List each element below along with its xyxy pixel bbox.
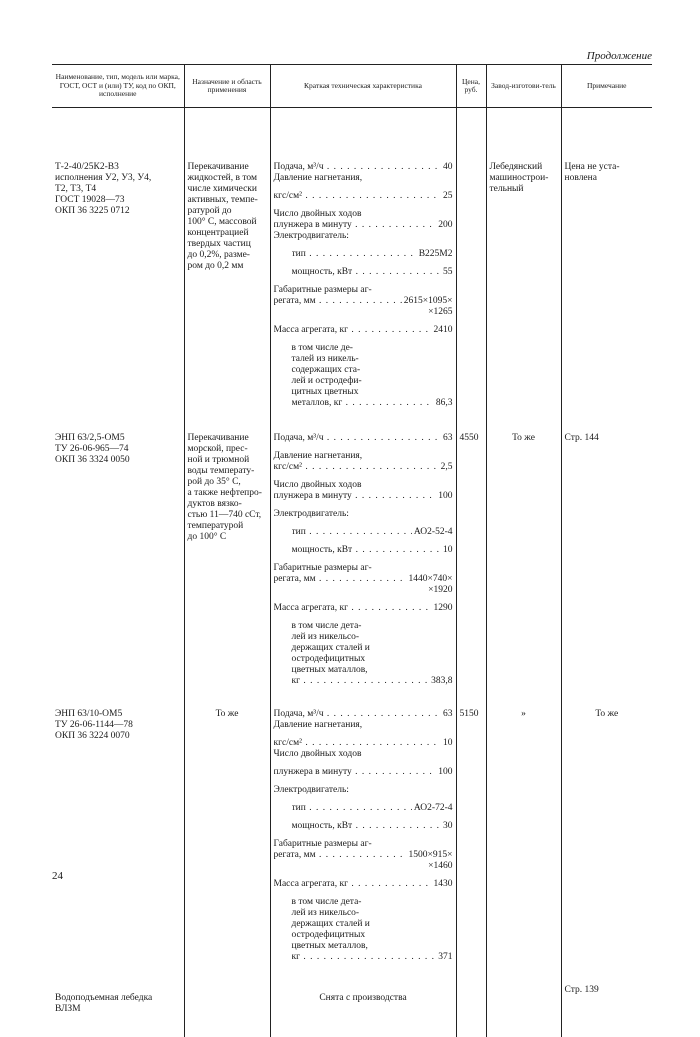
purpose-line: Перекачивание: [187, 433, 249, 443]
header-spec: Краткая техническая характеристика: [270, 65, 456, 108]
purpose-line: до 0,2%, разме-: [187, 250, 250, 260]
name-line: ТУ 26-06-1144—78: [55, 720, 133, 730]
row-price: 4550: [456, 433, 486, 709]
purpose-line: температурой: [187, 521, 244, 531]
spec-incl-line: талей из никель-: [291, 354, 359, 364]
spec-incl-line: держащих сталей и: [291, 919, 370, 929]
purpose-line: активных, темпе-: [187, 195, 258, 205]
purpose-line: Перекачивание: [187, 162, 249, 172]
name-line: ЭНП 63/2,5-ОМ5: [55, 433, 125, 443]
spec-motor-label: Электродвигатель:: [273, 231, 349, 241]
plant-line: Лебедянский: [489, 162, 543, 172]
purpose-line: дуктов вязко-: [187, 499, 242, 509]
row-plant: [486, 709, 561, 985]
name-line: ОКП 36 3225 0712: [55, 206, 130, 216]
spec-motor-power: мощность, кВт . . . 55: [274, 267, 453, 278]
purpose-line: ром до 0,2 мм: [187, 261, 244, 271]
spec-mass: Масса агрегата, кг . . . 2410: [274, 325, 453, 336]
table-row: [52, 433, 652, 709]
spec-motor-type: тип . . . АО2-52-4: [274, 527, 453, 538]
spec-incl-line: в том числе дета-: [291, 621, 362, 631]
purpose-line: стью 11—740 сСт,: [187, 510, 262, 520]
plant-line: »: [521, 709, 526, 719]
spec-flow: Подача, м³/ч . . . 63: [274, 709, 453, 720]
spec-incl-line: в том числе де-: [291, 343, 353, 353]
table-row: [52, 108, 652, 434]
spec-dims-cont: ×1265: [428, 307, 453, 317]
row-purpose: [184, 985, 270, 1037]
table-row: [52, 985, 652, 1037]
page-number: 24: [52, 870, 63, 882]
spec-discontinued: Снята с производства: [319, 993, 407, 1003]
spec-incl-line: в том числе дета-: [291, 897, 362, 907]
spec-dims-label: Габаритные размеры аг-: [273, 839, 372, 849]
spec-strokes-label: Число двойных ходов: [273, 209, 362, 219]
row-plant: [486, 985, 561, 1037]
spec-incl-value: кг . . . 371: [274, 952, 453, 963]
header-purpose: Назначение и область применения: [184, 65, 270, 108]
spec-dims: регата, мм . . . 1500×915×: [274, 850, 453, 861]
name-line: ОКП 36 3224 0070: [55, 731, 130, 741]
row-note: [561, 108, 652, 434]
name-line: ТУ 26-06-965—74: [55, 444, 129, 454]
spec-incl-line: остродефицитных: [291, 654, 366, 664]
name-line: Т-2-40/25К2-В3: [55, 162, 119, 172]
row-name: [52, 108, 184, 434]
purpose-line: морской, прес-: [187, 444, 248, 454]
spec-pressure-label: Давление нагнетания,: [273, 173, 363, 183]
spec-dims-cont: ×1460: [428, 861, 453, 871]
row-price: 5150: [456, 709, 486, 985]
table-header-row: [52, 65, 652, 108]
row-plant: [486, 108, 561, 434]
spec-dims: регата, мм . . . 1440×740×: [274, 574, 453, 585]
spec-motor-type: тип . . . АО2-72-4: [274, 803, 453, 814]
spec-motor-power: мощность, кВт . . . 10: [274, 545, 453, 556]
row-purpose: [184, 433, 270, 709]
note-line: То же: [595, 709, 619, 719]
purpose-line: воды температу-: [187, 466, 255, 476]
name-line: Водоподъемная лебедка: [55, 993, 153, 1003]
spec-dims-label: Габаритные размеры аг-: [273, 285, 372, 295]
spec-dims-cont: ×1920: [428, 585, 453, 595]
name-line: Т2, Т3, Т4: [55, 184, 97, 194]
name-line: ЭНП 63/10-ОМ5: [55, 709, 123, 719]
spec-strokes: плунжера в минуту . . . 200: [274, 220, 453, 231]
purpose-line: а также нефтепро-: [187, 488, 262, 498]
plant-line: То же: [512, 433, 535, 443]
header-plant: Завод-изготови-тель: [486, 65, 561, 108]
spec-incl-line: цветных металлов,: [291, 941, 368, 951]
header-name: Наименование, тип, модель или марка, ГОСТ, ОСТ и (или) ТУ, код по ОКП, исполнение: [52, 65, 184, 108]
spec-incl-value: металлов, кг . . . 86,3: [274, 398, 453, 409]
note-line: Стр. 144: [564, 433, 599, 443]
purpose-line: концентрацией: [187, 228, 249, 238]
continued-label: Продолжение: [586, 50, 652, 62]
row-note: [561, 433, 652, 709]
name-line: исполнения У2, У3, У4,: [55, 173, 152, 183]
purpose-line: числе химически: [187, 184, 257, 194]
spec-incl-line: остродефицитных: [291, 930, 366, 940]
spec-dims-label: Габаритные размеры аг-: [273, 563, 372, 573]
spec-incl-line: держащих сталей и: [291, 643, 370, 653]
purpose-line: твердых частиц: [187, 239, 251, 249]
row-spec: [270, 433, 456, 709]
row-name: [52, 709, 184, 985]
spec-pressure-label: Давление нагнетания,: [273, 451, 363, 461]
row-note: [561, 709, 652, 985]
spec-incl-line: содержащих ста-: [291, 365, 361, 375]
spec-motor-power: мощность, кВт . . . 30: [274, 821, 453, 832]
purpose-line: жидкостей, в том: [187, 173, 257, 183]
spec-pressure: кгс/см² . . . 10: [274, 738, 453, 749]
spec-strokes-label: Число двойных ходов: [273, 749, 362, 759]
spec-dims: регата, мм . . . 2615×1095×: [274, 296, 453, 307]
spec-flow: Подача, м³/ч . . . 63: [274, 433, 453, 444]
row-spec: [270, 985, 456, 1037]
plant-line: тельный: [489, 184, 524, 194]
row-spec: [270, 709, 456, 985]
spec-pressure: кгс/см² . . . 2,5: [274, 462, 453, 473]
row-name: [52, 433, 184, 709]
plant-line: машинострои-: [489, 173, 549, 183]
spec-incl-line: лей и остродефи-: [291, 376, 362, 386]
spec-mass: Масса агрегата, кг . . . 1430: [274, 879, 453, 890]
name-line: ВЛЗМ: [55, 1004, 81, 1014]
spec-mass: Масса агрегата, кг . . . 1290: [274, 603, 453, 614]
spec-pressure-label: Давление нагнетания,: [273, 720, 363, 730]
spec-incl-line: лей из никельсо-: [291, 908, 360, 918]
spec-incl-line: лей из никельсо-: [291, 632, 360, 642]
spec-strokes-label: Число двойных ходов: [273, 480, 362, 490]
spec-incl-line: цветных маталлов,: [291, 665, 368, 675]
purpose-line: рой до 35° С,: [187, 477, 241, 487]
catalog-table: [52, 64, 652, 1037]
purpose-line: до 100° С: [187, 532, 227, 542]
spec-motor-label: Электродвигатель:: [273, 509, 349, 519]
header-note: Примечание: [561, 65, 652, 108]
spec-motor-label: Электродвигатель:: [273, 785, 349, 795]
name-line: ОКП 36 3324 0050: [55, 455, 130, 465]
spec-flow: Подача, м³/ч . . . 40: [274, 162, 453, 173]
purpose-line: ной и трюмной: [187, 455, 250, 465]
spec-strokes: плунжера в минуту . . . 100: [274, 491, 453, 502]
spec-incl-value: кг . . . 383,8: [274, 676, 453, 687]
spec-strokes: плунжера в минуту . . . 100: [274, 767, 453, 778]
purpose-line: 100° С, массовой: [187, 217, 257, 227]
purpose-line: То же: [215, 709, 239, 719]
note-line: Стр. 139: [564, 985, 599, 995]
row-purpose: [184, 108, 270, 434]
row-price: [456, 985, 486, 1037]
row-purpose: [184, 709, 270, 985]
purpose-line: ратурой до: [187, 206, 232, 216]
note-line: новлена: [564, 173, 597, 183]
row-price: [456, 108, 486, 434]
note-line: Цена не уста-: [564, 162, 620, 172]
row-plant: [486, 433, 561, 709]
spec-motor-type: тип . . . В225М2: [274, 249, 453, 260]
name-line: ГОСТ 19028—73: [55, 195, 125, 205]
row-note: [561, 985, 652, 1037]
table-row: [52, 709, 652, 985]
row-spec: [270, 108, 456, 434]
spec-incl-line: цитных цветных: [291, 387, 359, 397]
spec-pressure: кгс/см² . . . 25: [274, 191, 453, 202]
row-name: [52, 985, 184, 1037]
header-price: Цена, руб.: [456, 65, 486, 108]
